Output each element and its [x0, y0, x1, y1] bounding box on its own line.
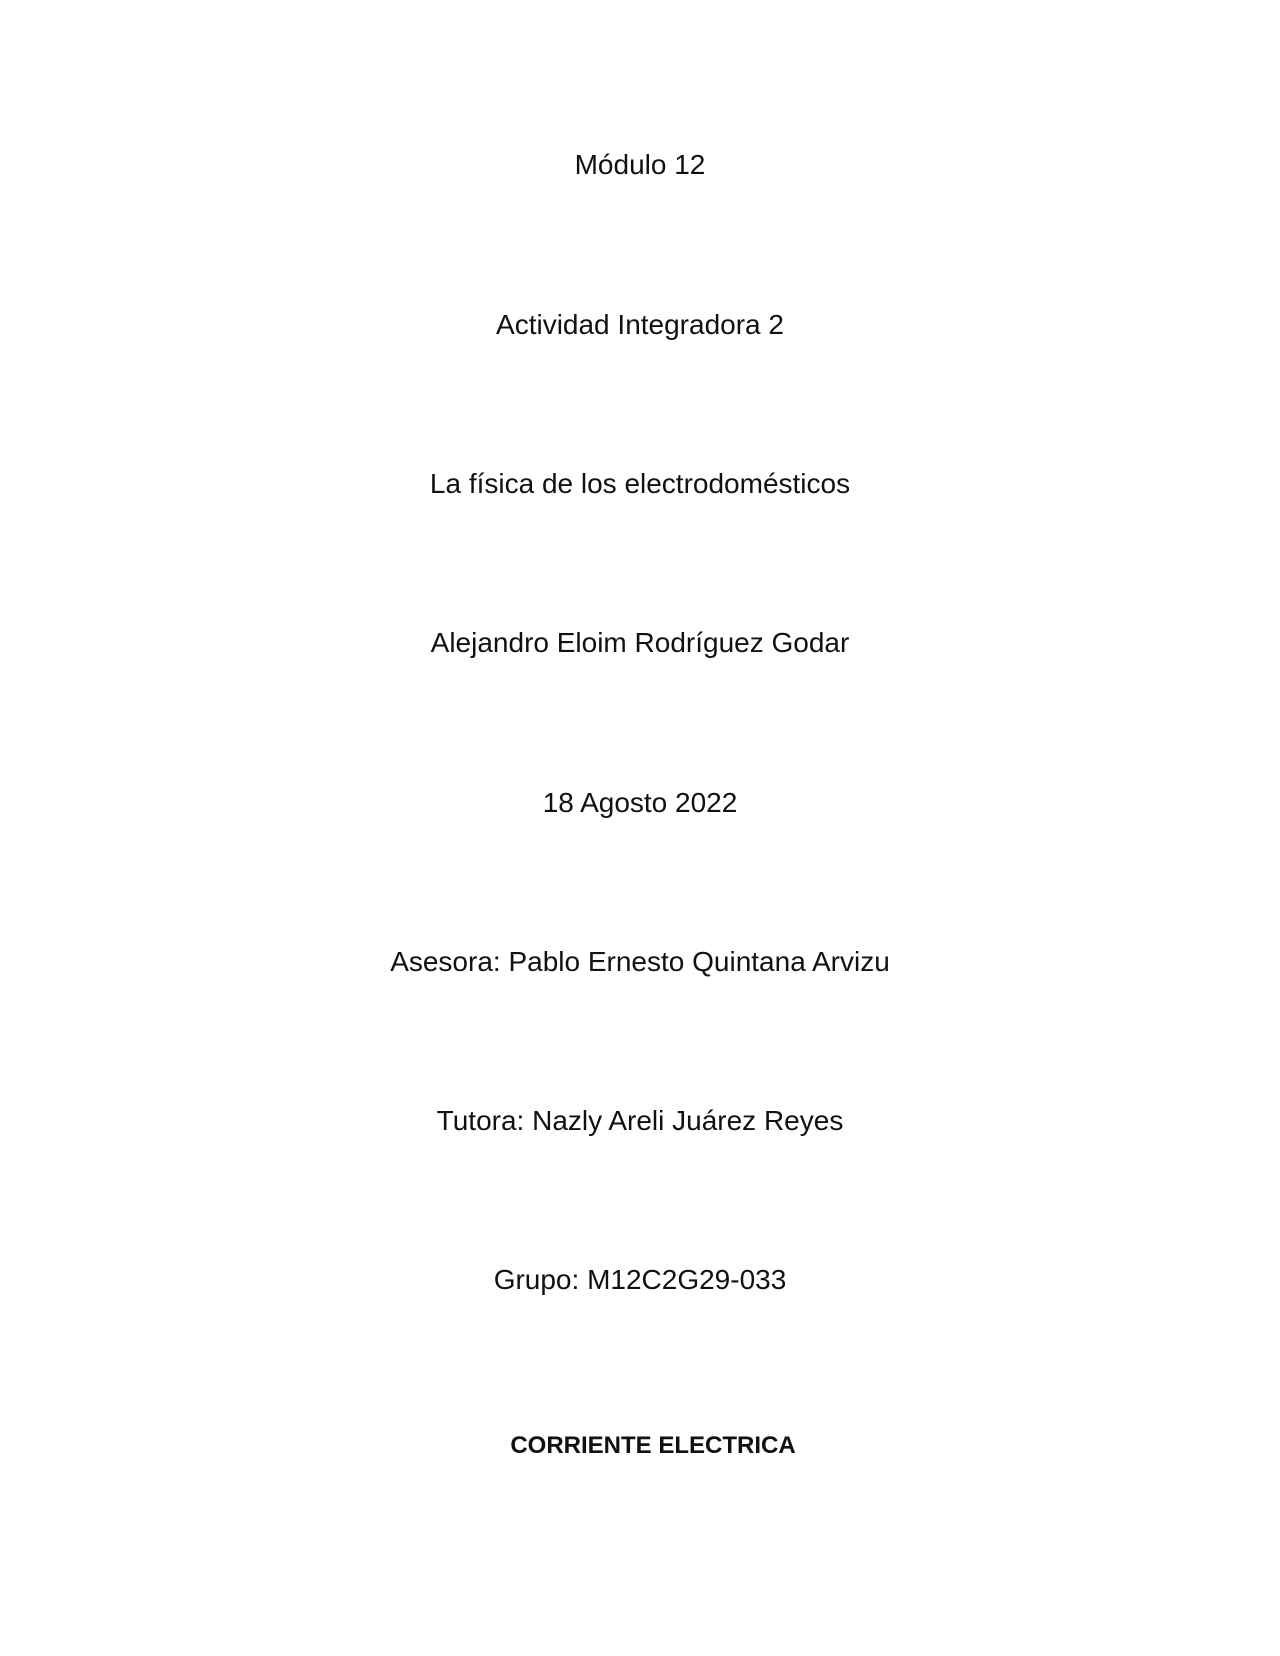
group-line: Grupo: M12C2G29-033	[493, 1264, 787, 1295]
document-title: La física de los electrodomésticos	[429, 468, 851, 499]
date-line: 18 Agosto 2022	[542, 787, 738, 818]
author-name: Alejandro Eloim Rodríguez Godar	[430, 627, 850, 658]
activity-line: Actividad Integradora 2	[496, 309, 784, 340]
tutor-line: Tutora: Nazly Areli Juárez Reyes	[436, 1105, 844, 1136]
module-line: Módulo 12	[574, 149, 706, 180]
advisor-line: Asesora: Pablo Ernesto Quintana Arvizu	[390, 946, 890, 977]
section-heading: CORRIENTE ELECTRICA	[510, 1432, 796, 1459]
